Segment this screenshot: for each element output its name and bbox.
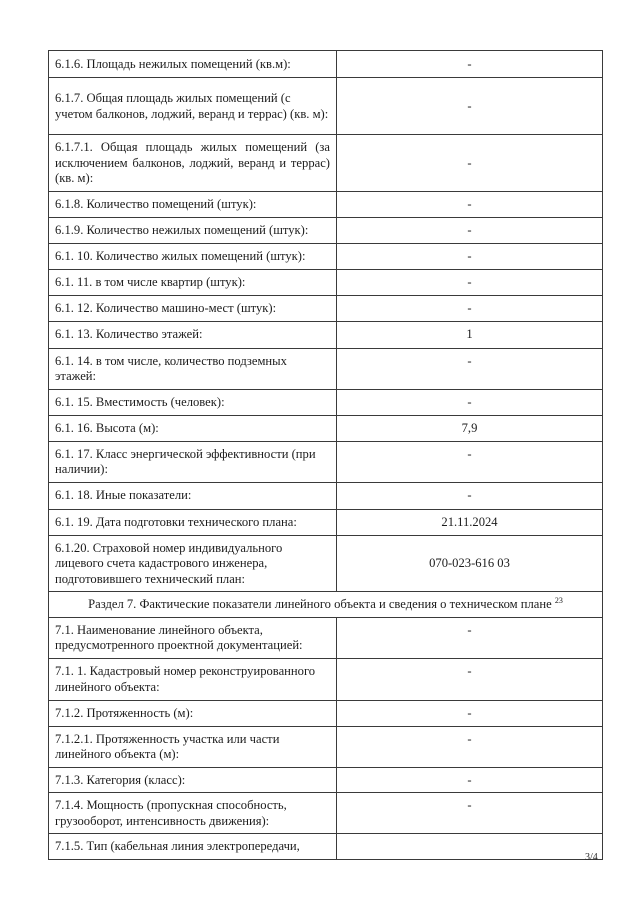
table-row	[49, 617, 603, 658]
row-value: -	[337, 191, 603, 217]
table-row	[49, 295, 603, 321]
section-7-title: Раздел 7. Фактические показатели линейного объекта и сведения о техническом плане	[88, 597, 552, 611]
row-label: 6.1. 17. Класс энергической эффективности (при наличии):	[49, 441, 337, 482]
table-row	[49, 243, 603, 269]
row-label: 6.1. 10. Количество жилых помещений (штук):	[49, 243, 337, 269]
table-row	[49, 793, 603, 834]
row-value: -	[337, 441, 603, 482]
table-row	[49, 658, 603, 700]
row-value: -	[337, 78, 603, 135]
row-label: 6.1.7.1. Общая площадь жилых помещений (за исключением балконов, лоджий, веранд и террас) (кв. м):	[49, 135, 337, 192]
row-label: 6.1.9. Количество нежилых помещений (штук):	[49, 217, 337, 243]
table-row	[49, 726, 603, 767]
section-6-rows	[49, 51, 603, 592]
row-label: 6.1. 11. в том числе квартир (штук):	[49, 269, 337, 295]
row-value: -	[337, 389, 603, 415]
row-label: 7.1. Наименование линейного объекта, предусмотренного проектной документацией:	[49, 617, 337, 658]
row-value: 070-023-616 03	[337, 535, 603, 592]
row-value: 1	[337, 321, 603, 348]
row-label: 7.1. 1. Кадастровый номер реконструированного линейного объекта:	[49, 658, 337, 700]
row-value: -	[337, 135, 603, 192]
row-label: 6.1.8. Количество помещений (штук):	[49, 191, 337, 217]
row-value: -	[337, 243, 603, 269]
row-value	[337, 834, 603, 860]
table-row	[49, 217, 603, 243]
row-value: -	[337, 658, 603, 700]
row-label: 7.1.2.1. Протяженность участка или части линейного объекта (м):	[49, 726, 337, 767]
row-value: -	[337, 269, 603, 295]
row-label: 7.1.4. Мощность (пропускная способность, грузооборот, интенсивность движения):	[49, 793, 337, 834]
row-label: 6.1. 16. Высота (м):	[49, 415, 337, 441]
row-value: 7,9	[337, 415, 603, 441]
footnote-marker: 23	[554, 595, 563, 605]
table-row	[49, 700, 603, 726]
table-row	[49, 191, 603, 217]
table-row	[49, 415, 603, 441]
section-7-title-cell	[49, 592, 603, 618]
row-label: 6.1. 18. Иные показатели:	[49, 482, 337, 509]
row-value: -	[337, 51, 603, 78]
row-label: 7.1.5. Тип (кабельная линия электропередачи,	[49, 834, 337, 860]
table-row	[49, 441, 603, 482]
row-value: -	[337, 767, 603, 793]
row-label: 6.1. 14. в том числе, количество подземных этажей:	[49, 348, 337, 389]
row-value: -	[337, 295, 603, 321]
technical-indicators-table	[48, 50, 603, 860]
row-value: -	[337, 482, 603, 509]
table-row	[49, 135, 603, 192]
row-label: 6.1. 12. Количество машино-мест (штук):	[49, 295, 337, 321]
row-value: -	[337, 700, 603, 726]
row-value: 21.11.2024	[337, 509, 603, 535]
row-value: -	[337, 217, 603, 243]
section-header-row	[49, 592, 603, 618]
row-value: -	[337, 348, 603, 389]
table-row	[49, 509, 603, 535]
table-row	[49, 767, 603, 793]
row-label: 7.1.2. Протяженность (м):	[49, 700, 337, 726]
row-label: 6.1.6. Площадь нежилых помещений (кв.м):	[49, 51, 337, 78]
section-7-rows	[49, 617, 603, 859]
row-label: 6.1. 19. Дата подготовки технического плана:	[49, 509, 337, 535]
table-row	[49, 535, 603, 592]
table-row	[49, 269, 603, 295]
section-7-header	[49, 592, 603, 618]
row-value: -	[337, 726, 603, 767]
row-value: -	[337, 617, 603, 658]
table-row	[49, 389, 603, 415]
table-row	[49, 834, 603, 860]
row-label: 7.1.3. Категория (класс):	[49, 767, 337, 793]
page-number: 3/4	[585, 852, 598, 863]
table-row	[49, 482, 603, 509]
row-value: -	[337, 793, 603, 834]
table-row	[49, 78, 603, 135]
table-row	[49, 321, 603, 348]
row-label: 6.1.20. Страховой номер индивидуального лицевого счета кадастрового инженера, подготовившего технический план:	[49, 535, 337, 592]
row-label: 6.1. 13. Количество этажей:	[49, 321, 337, 348]
table-row	[49, 51, 603, 78]
row-label: 6.1.7. Общая площадь жилых помещений (с учетом балконов, лоджий, веранд и террас) (кв. м):	[49, 78, 337, 135]
table-row	[49, 348, 603, 389]
row-label: 6.1. 15. Вместимость (человек):	[49, 389, 337, 415]
